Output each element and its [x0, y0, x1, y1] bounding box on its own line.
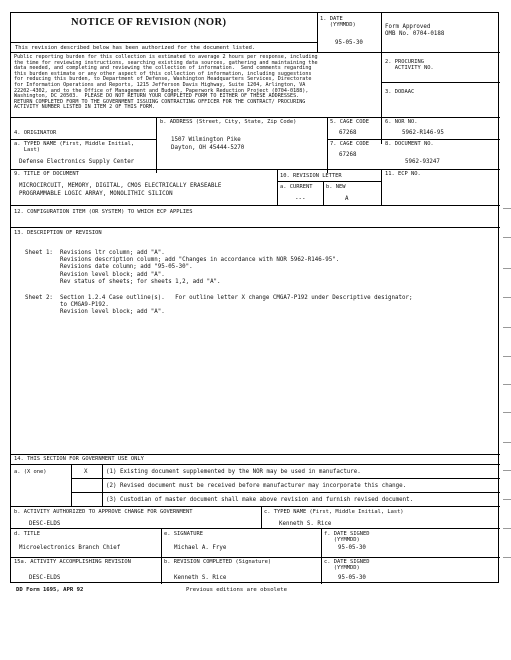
margin-mark [503, 499, 511, 500]
document-title-label: 9. TITLE OF DOCUMENT [14, 171, 79, 177]
margin-mark [503, 268, 511, 269]
margin-mark [503, 297, 511, 298]
burden-statement: Public reporting burden for this collection is estimated to average 2 hours per response, including the time for reviewing instructions, searching existing data sources, gathering and maintaining the data needed, and completing and reviewing the collection of information. Send comments regarding this burden estimate or any other aspect of this collection of information, including suggestions for reducing this burden, to Department of Defense, Washington Headquarters Services, Directorate for Information Operations and Reports, 1215 Jefferson Davis Highway, Suite 1204, Arlington, VA 22202-4302, and to the Office of Management and Budget, Paperwork Reduction Project (0704-0188), Washington, DC 20503. PLEASE DO NOT RETURN YOUR COMPLETED FORM TO EITHER OF THESE ADDRESSES. RETURN COMPLETED FORM TO THE GOVERNMENT ISSUING CONTRACTING OFFICER FOR THE CONTRACT/ PROCURING ACTIVITY NUMBER LISTED IN ITEM 2 OF THIS FORM. [14, 54, 318, 111]
title-label: d. TITLE [14, 531, 40, 537]
date-signed-2-label: c. DATE SIGNED (YYMMDD) [324, 559, 370, 572]
sheet1-text: Revisions ltr column; add "A". Revisions description column; add "Changes in accordance with NOR 5962-R146-95". Revisions date column; add "95-05-30". Revision level block; add "A". Rev status of sheets; for sheets 1,2, add "A". [60, 250, 340, 285]
option1-text: (1) Existing document supplemented by the NOR may be used in manufacture. [106, 469, 361, 475]
revision-letter-label: 10. REVISION LETTER [280, 173, 342, 179]
form-number: DD Form 1695, APR 92 [16, 587, 84, 593]
dodaac-label: 3. DODAAC [385, 89, 415, 95]
revision-completed-value: Kenneth S. Rice [174, 575, 227, 581]
revision-completed-label: b. REVISION COMPLETED (Signature) [164, 559, 272, 565]
address-label: b. ADDRESS (Street, City, State, Zip Code) [160, 119, 297, 125]
typed-name-label: c. TYPED NAME (First, Middle Initial, Last) [264, 509, 404, 515]
accomplishing-activity-value: DESC-ELDS [29, 575, 61, 581]
signature-value: Michael A. Frye [174, 545, 227, 551]
nor-form [10, 12, 499, 583]
margin-mark [503, 442, 511, 443]
margin-mark [503, 557, 511, 558]
address-value: 1507 Wilmington Pike Dayton, OH 45444-5270 [171, 137, 245, 151]
document-title-value: MICROCIRCUIT, MEMORY, DIGITAL, CMOS ELECTRICALLY ERASEABLE PROGRAMMABLE LOGIC ARRAY, MONOLITHIC SILICON [19, 183, 222, 197]
cage7-label: 7. CAGE CODE [330, 141, 369, 147]
form-title: NOTICE OF REVISION (NOR) [71, 17, 227, 28]
date-label: 1. DATE (YYMMDD) [320, 16, 356, 29]
obsolete-note: Previous editions are obsolete [186, 587, 288, 593]
sheet2-label: Sheet 2: [25, 295, 53, 301]
margin-mark [503, 237, 511, 238]
ecp-no-label: 11. ECP NO. [385, 171, 421, 177]
margin-mark [503, 412, 511, 413]
document-no-value: 5962-93247 [405, 159, 440, 165]
document-no-label: 8. DOCUMENT NO. [385, 141, 434, 147]
current-value: --- [295, 196, 306, 202]
activity-authorized-value: DESC-ELDS [29, 521, 61, 527]
title-value: Microelectronics Branch Chief [19, 545, 121, 551]
date-signed-value: 95-05-30 [338, 545, 366, 551]
option2-text: (2) Revised document must be received before manufacturer may incorporate this change. [106, 483, 407, 489]
form-approval: Form Approved OMB No. 0704-0188 [385, 24, 445, 37]
cage7-value: 67268 [339, 152, 357, 158]
option1-mark[interactable]: X [84, 469, 88, 475]
option3-text: (3) Custodian of master document shall make above revision and furnish revised document. [106, 497, 414, 503]
nor-no-value: 5962-R146-95 [402, 130, 444, 136]
current-label: a. CURRENT [280, 184, 313, 190]
typed-name-value: Kenneth S. Rice [279, 521, 332, 527]
cage5-value: 67268 [339, 130, 357, 136]
nor-no-label: 6. NOR NO. [385, 119, 418, 125]
new-value: A [345, 196, 349, 202]
signature-label: e. SIGNATURE [164, 531, 203, 537]
date-signed-2-value: 95-05-30 [338, 575, 366, 581]
originator-name-label: a. TYPED NAME (First, Middle Initial, Last) [14, 141, 135, 154]
date-value: 95-05-30 [335, 40, 363, 46]
sheet1-label: Sheet 1: [25, 250, 53, 256]
margin-mark [503, 327, 511, 328]
margin-mark [503, 208, 511, 209]
margin-mark [503, 528, 511, 529]
originator-label: 4. ORIGINATOR [14, 130, 57, 136]
new-label: b. NEW [326, 184, 346, 190]
originator-name-value: Defense Electronics Supply Center [19, 159, 135, 165]
margin-mark [503, 356, 511, 357]
accomplishing-activity-label: 15a. ACTIVITY ACCOMPLISHING REVISION [14, 559, 131, 565]
configuration-item-label: 12. CONFIGURATION ITEM (OR SYSTEM) TO WHICH ECP APPLIES [14, 209, 193, 215]
x-one-label: a. (X one) [14, 469, 47, 475]
authorized-line: This revision described below has been authorized for the document listed. [15, 45, 256, 51]
margin-mark [503, 384, 511, 385]
procuring-activity-label: 2. PROCURING ACTIVITY NO. [385, 59, 434, 72]
activity-authorized-label: b. ACTIVITY AUTHORIZED TO APPROVE CHANGE FOR GOVERNMENT [14, 509, 193, 515]
description-label: 13. DESCRIPTION OF REVISION [14, 230, 102, 236]
date-signed-label: f. DATE SIGNED (YYMMDD) [324, 531, 370, 544]
sheet2-text: Section 1.2.4 Case outline(s). For outline letter X change CMGA7-P192 under Descriptive designator; to CMGA9-P192. Revision level block; add "A". [60, 295, 413, 316]
margin-mark [503, 470, 511, 471]
cage5-label: 5. CAGE CODE [330, 119, 369, 125]
government-use-label: 14. THIS SECTION FOR GOVERNMENT USE ONLY [14, 456, 144, 462]
